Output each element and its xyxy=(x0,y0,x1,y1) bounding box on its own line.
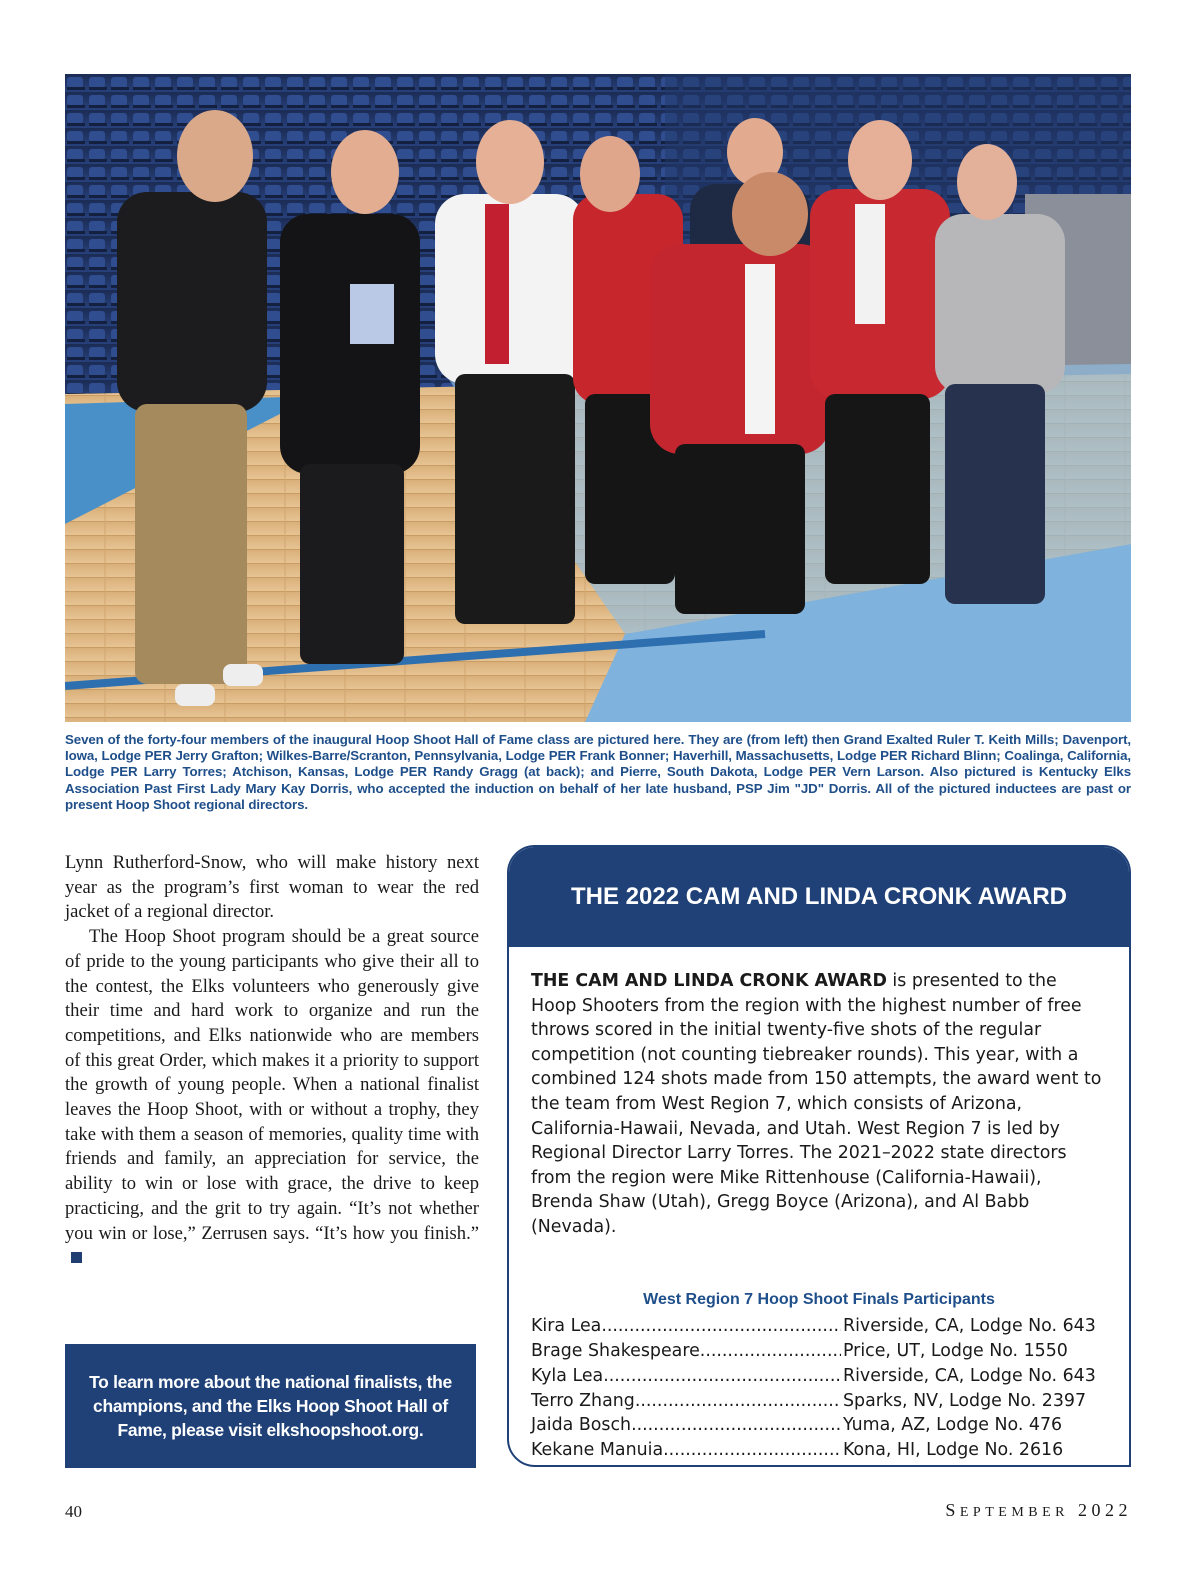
participant-location: Kona, HI, Lodge No. 2616 xyxy=(843,1440,1064,1461)
participant-name: Kekane Manuia xyxy=(531,1440,664,1461)
participant-location: Riverside, CA, Lodge No. 643 xyxy=(843,1316,1096,1337)
article-paragraph-text: The Hoop Shoot program should be a great source of pride to the young participants who give their all to the contest, the Elks volunteers who generously give their time and hard work to organize and run the competitions, and Elks nationwide who are members of this great Order, which makes it a priority to support the growth of young people. When a national finalist leaves the Hoop Shoot, with or without a trophy, they take with them a season of memories, quality time with friends and family, an appreciation for service, the ability to win or lose with grace, the drive to keep practicing, and the grit to try again. “It’s not whether you win or lose,” Zerrusen says. “It’s how you finish.” xyxy=(65,926,479,1244)
award-body xyxy=(509,947,1129,1463)
issue-year: 2022 xyxy=(1078,1500,1132,1520)
list-item xyxy=(531,1413,1107,1438)
award-text: is presented to the Hoop Shooters from the region with the highest number of free throws scored in the initial twenty-five shots of the regular competition (not counting tiebreaker rounds). This year, with a combined 124 shots made from 150 attempts, the award went to the team from West Region 7, which consists of Arizona, California-Hawaii, Nevada, and Utah. West Region 7 is led by Regional Director Larry Torres. The 2021–2022 state directors from the region were Mike Rittenhouse (California-Hawaii), Brenda Shaw (Utah), Gregg Boyce (Arizona), and Al Babb (Nevada). xyxy=(531,971,1102,1237)
list-item xyxy=(531,1438,1107,1463)
dot-leader xyxy=(635,1389,841,1414)
dot-leader xyxy=(700,1339,841,1364)
list-item xyxy=(531,1339,1107,1364)
participant-name: Jaida Bosch xyxy=(531,1415,632,1436)
article-paragraph xyxy=(65,925,479,1271)
issue-month-rest: EPTEMBER xyxy=(959,1505,1069,1520)
list-item xyxy=(531,1389,1107,1414)
photo-caption: Seven of the forty-four members of the inaugural Hoop Shoot Hall of Fame class are pictured here. They are (from left) then Grand Exalted Ruler T. Keith Mills; Davenport, Iowa, Lodge PER Jerry Grafton; Wilkes-Barre/Scranton, Pennsylvania, Lodge PER Frank Bonner; Haverhill, Massachusetts, Lodge PER Richard Blinn; Coalinga, California, Lodge PER Larry Torres; Atchison, Kansas, Lodge PER Randy Gragg (at back); and Pierre, South Dakota, Lodge PER Vern Larson. Also pictured is Kentucky Elks Association Past First Lady Mary Kay Dorris, who accepted the induction on behalf of her late husband, PSP Jim "JD" Dorris. All of the pictured inductees are past or present Hoop Shoot regional directors. xyxy=(65,732,1131,812)
participant-name: Kyla Lea xyxy=(531,1365,604,1386)
dot-leader xyxy=(601,1314,841,1339)
participant-location: Sparks, NV, Lodge No. 2397 xyxy=(843,1390,1087,1411)
group-photo-illustration xyxy=(65,74,1131,722)
dot-leader xyxy=(663,1438,841,1463)
dot-leader xyxy=(631,1413,841,1438)
participant-location: Price, UT, Lodge No. 1550 xyxy=(843,1340,1068,1361)
participant-name: Terro Zhang xyxy=(531,1390,635,1411)
award-lead: THE CAM AND LINDA CRONK AWARD xyxy=(531,971,887,991)
hall-of-fame-photo xyxy=(65,74,1131,722)
page-number: 40 xyxy=(65,1502,82,1521)
end-of-article-square-icon xyxy=(71,1252,82,1263)
award-heading: THE 2022 CAM AND LINDA CRONK AWARD xyxy=(509,847,1129,947)
participant-name: Brage Shakespeare xyxy=(531,1340,700,1361)
person-1 xyxy=(117,110,267,706)
person-3 xyxy=(435,120,585,624)
participant-location: Yuma, AZ, Lodge No. 476 xyxy=(843,1415,1063,1436)
dot-leader xyxy=(603,1364,841,1389)
list-item xyxy=(531,1364,1107,1389)
promo-text: To learn more about the national finalists, the champions, and the Elks Hoop Shoot Hall of Fame, please visit elkshoopshoot.org. xyxy=(89,1372,452,1440)
issue-date xyxy=(945,1500,1132,1521)
article-column xyxy=(65,851,479,1271)
participants-title: West Region 7 Hoop Shoot Finals Participants xyxy=(643,1290,995,1308)
participants-list xyxy=(531,1314,1107,1463)
award-sidebar xyxy=(507,845,1131,1467)
participant-location: Riverside, CA, Lodge No. 643 xyxy=(843,1365,1096,1386)
participant-name: Kira Lea xyxy=(531,1316,602,1337)
issue-month-initial: S xyxy=(945,1500,960,1520)
award-description xyxy=(531,969,1107,1240)
promo-box xyxy=(65,1344,476,1468)
article-paragraph: Lynn Rutherford-Snow, who will make history next year as the program’s first woman to wear the red jacket of a regional director. xyxy=(65,852,479,923)
list-item xyxy=(531,1314,1107,1339)
